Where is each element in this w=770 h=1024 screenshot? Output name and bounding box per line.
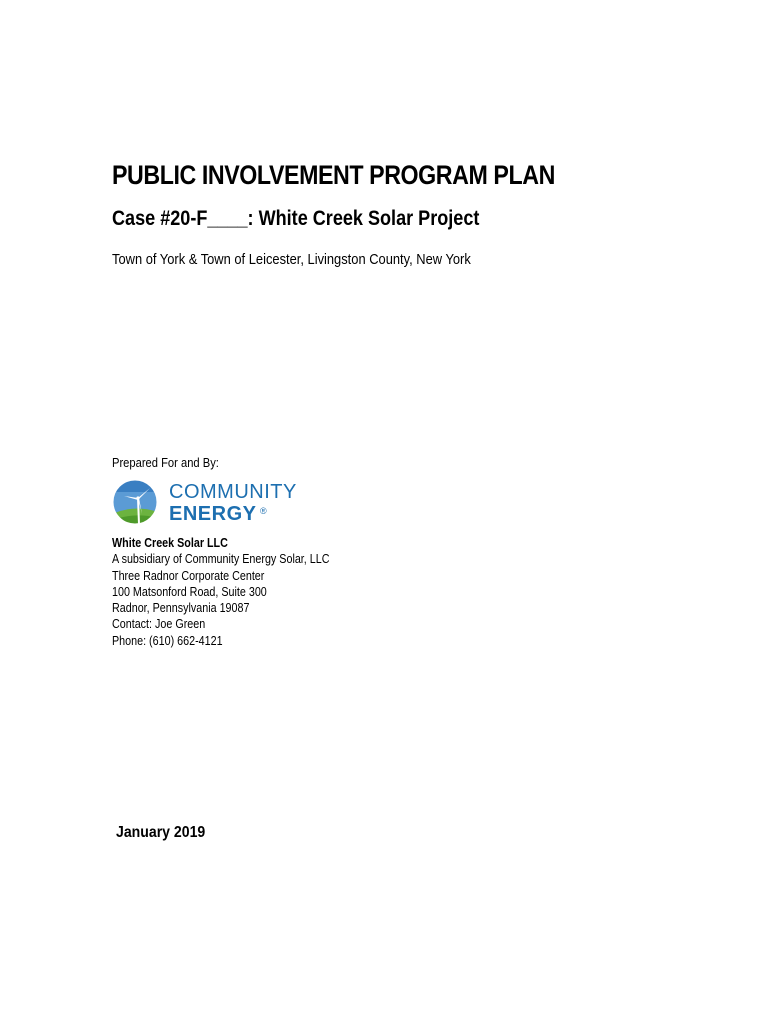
city-line: Radnor, Pennsylvania 19087: [112, 601, 250, 616]
wind-turbine-globe-icon: [112, 476, 312, 528]
street-line: 100 Matsonford Road, Suite 300: [112, 584, 267, 599]
document-date: January 2019: [116, 824, 206, 841]
registered-mark: ®: [260, 506, 267, 516]
subsidiary-line: A subsidiary of Community Energy Solar, LLC: [112, 552, 330, 567]
project-location: Town of York & Town of Leicester, Livingston County, New York: [112, 251, 471, 268]
building-line: Three Radnor Corporate Center: [112, 568, 265, 583]
case-heading: Case #20-F____: White Creek Solar Project: [112, 207, 480, 230]
phone-line: Phone: (610) 662-4121: [112, 633, 223, 648]
prepared-label: Prepared For and By:: [112, 455, 219, 470]
community-energy-logo: [112, 476, 312, 528]
company-name: White Creek Solar LLC: [112, 536, 228, 550]
address-block: [112, 535, 329, 649]
logo-text-community: COMMUNITY: [169, 481, 297, 503]
logo-text-energy: ENERGY: [169, 503, 257, 525]
contact-line: Contact: Joe Green: [112, 617, 206, 632]
document-title: PUBLIC INVOLVEMENT PROGRAM PLAN: [112, 160, 555, 190]
